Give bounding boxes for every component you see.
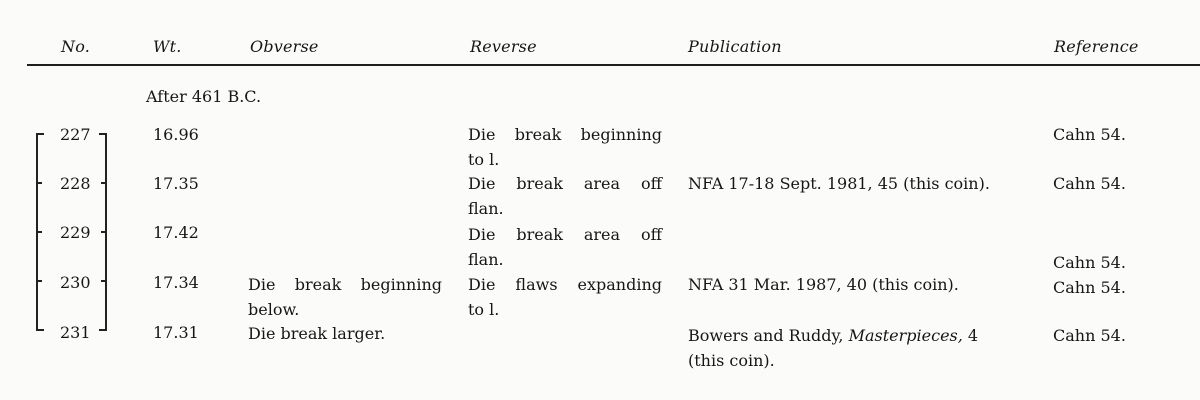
row-publication [688, 323, 978, 373]
section-heading: After 461 B.C. [146, 87, 262, 106]
row-weight: 17.35 [153, 174, 199, 193]
reverse-line: Die break beginning [468, 125, 662, 144]
row-weight: 17.34 [153, 273, 199, 292]
row-reverse [468, 171, 662, 221]
row-reference: Cahn 54. [1053, 326, 1126, 345]
column-header-publication: Publication [688, 37, 782, 56]
row-weight: 17.31 [153, 323, 199, 342]
reverse-line: flan. [468, 250, 504, 269]
row-reverse [468, 122, 662, 172]
row-obverse [248, 272, 442, 322]
row-reverse [468, 222, 662, 272]
obverse-line: below. [248, 300, 300, 319]
reverse-line: flan. [468, 199, 504, 218]
reverse-line: Die break area off [468, 225, 662, 244]
publication-title: Masterpieces, [848, 326, 963, 345]
row-weight: 17.42 [153, 223, 199, 242]
header-rule [27, 64, 1200, 66]
publication-page: 4 [962, 326, 979, 345]
column-header-wt: Wt. [153, 37, 182, 56]
column-header-obverse: Obverse [250, 37, 319, 56]
row-weight: 16.96 [153, 125, 199, 144]
row-number: 229 [60, 223, 91, 242]
row-number: 227 [60, 125, 91, 144]
row-reference: Cahn 54. [1053, 253, 1126, 272]
publication-note: (this coin). [688, 351, 775, 370]
column-header-no: No. [61, 37, 91, 56]
row-reference: Cahn 54. [1053, 278, 1126, 297]
row-obverse: Die break larger. [248, 324, 386, 343]
reverse-line: Die flaws expanding [468, 275, 662, 294]
row-number: 228 [60, 174, 91, 193]
column-header-reference: Reference [1054, 37, 1139, 56]
row-number: 231 [60, 323, 91, 342]
row-publication: NFA 17-18 Sept. 1981, 45 (this coin). [688, 174, 990, 193]
obverse-line: Die break beginning [248, 275, 442, 294]
row-reference: Cahn 54. [1053, 174, 1126, 193]
row-reference: Cahn 54. [1053, 125, 1126, 144]
publication-text: Bowers and Ruddy, [688, 326, 849, 345]
reverse-line: to l. [468, 300, 500, 319]
row-number: 230 [60, 273, 91, 292]
column-header-reverse: Reverse [470, 37, 537, 56]
row-reverse [468, 272, 662, 322]
reverse-line: to l. [468, 150, 500, 169]
row-publication: NFA 31 Mar. 1987, 40 (this coin). [688, 275, 959, 294]
reverse-line: Die break area off [468, 174, 662, 193]
